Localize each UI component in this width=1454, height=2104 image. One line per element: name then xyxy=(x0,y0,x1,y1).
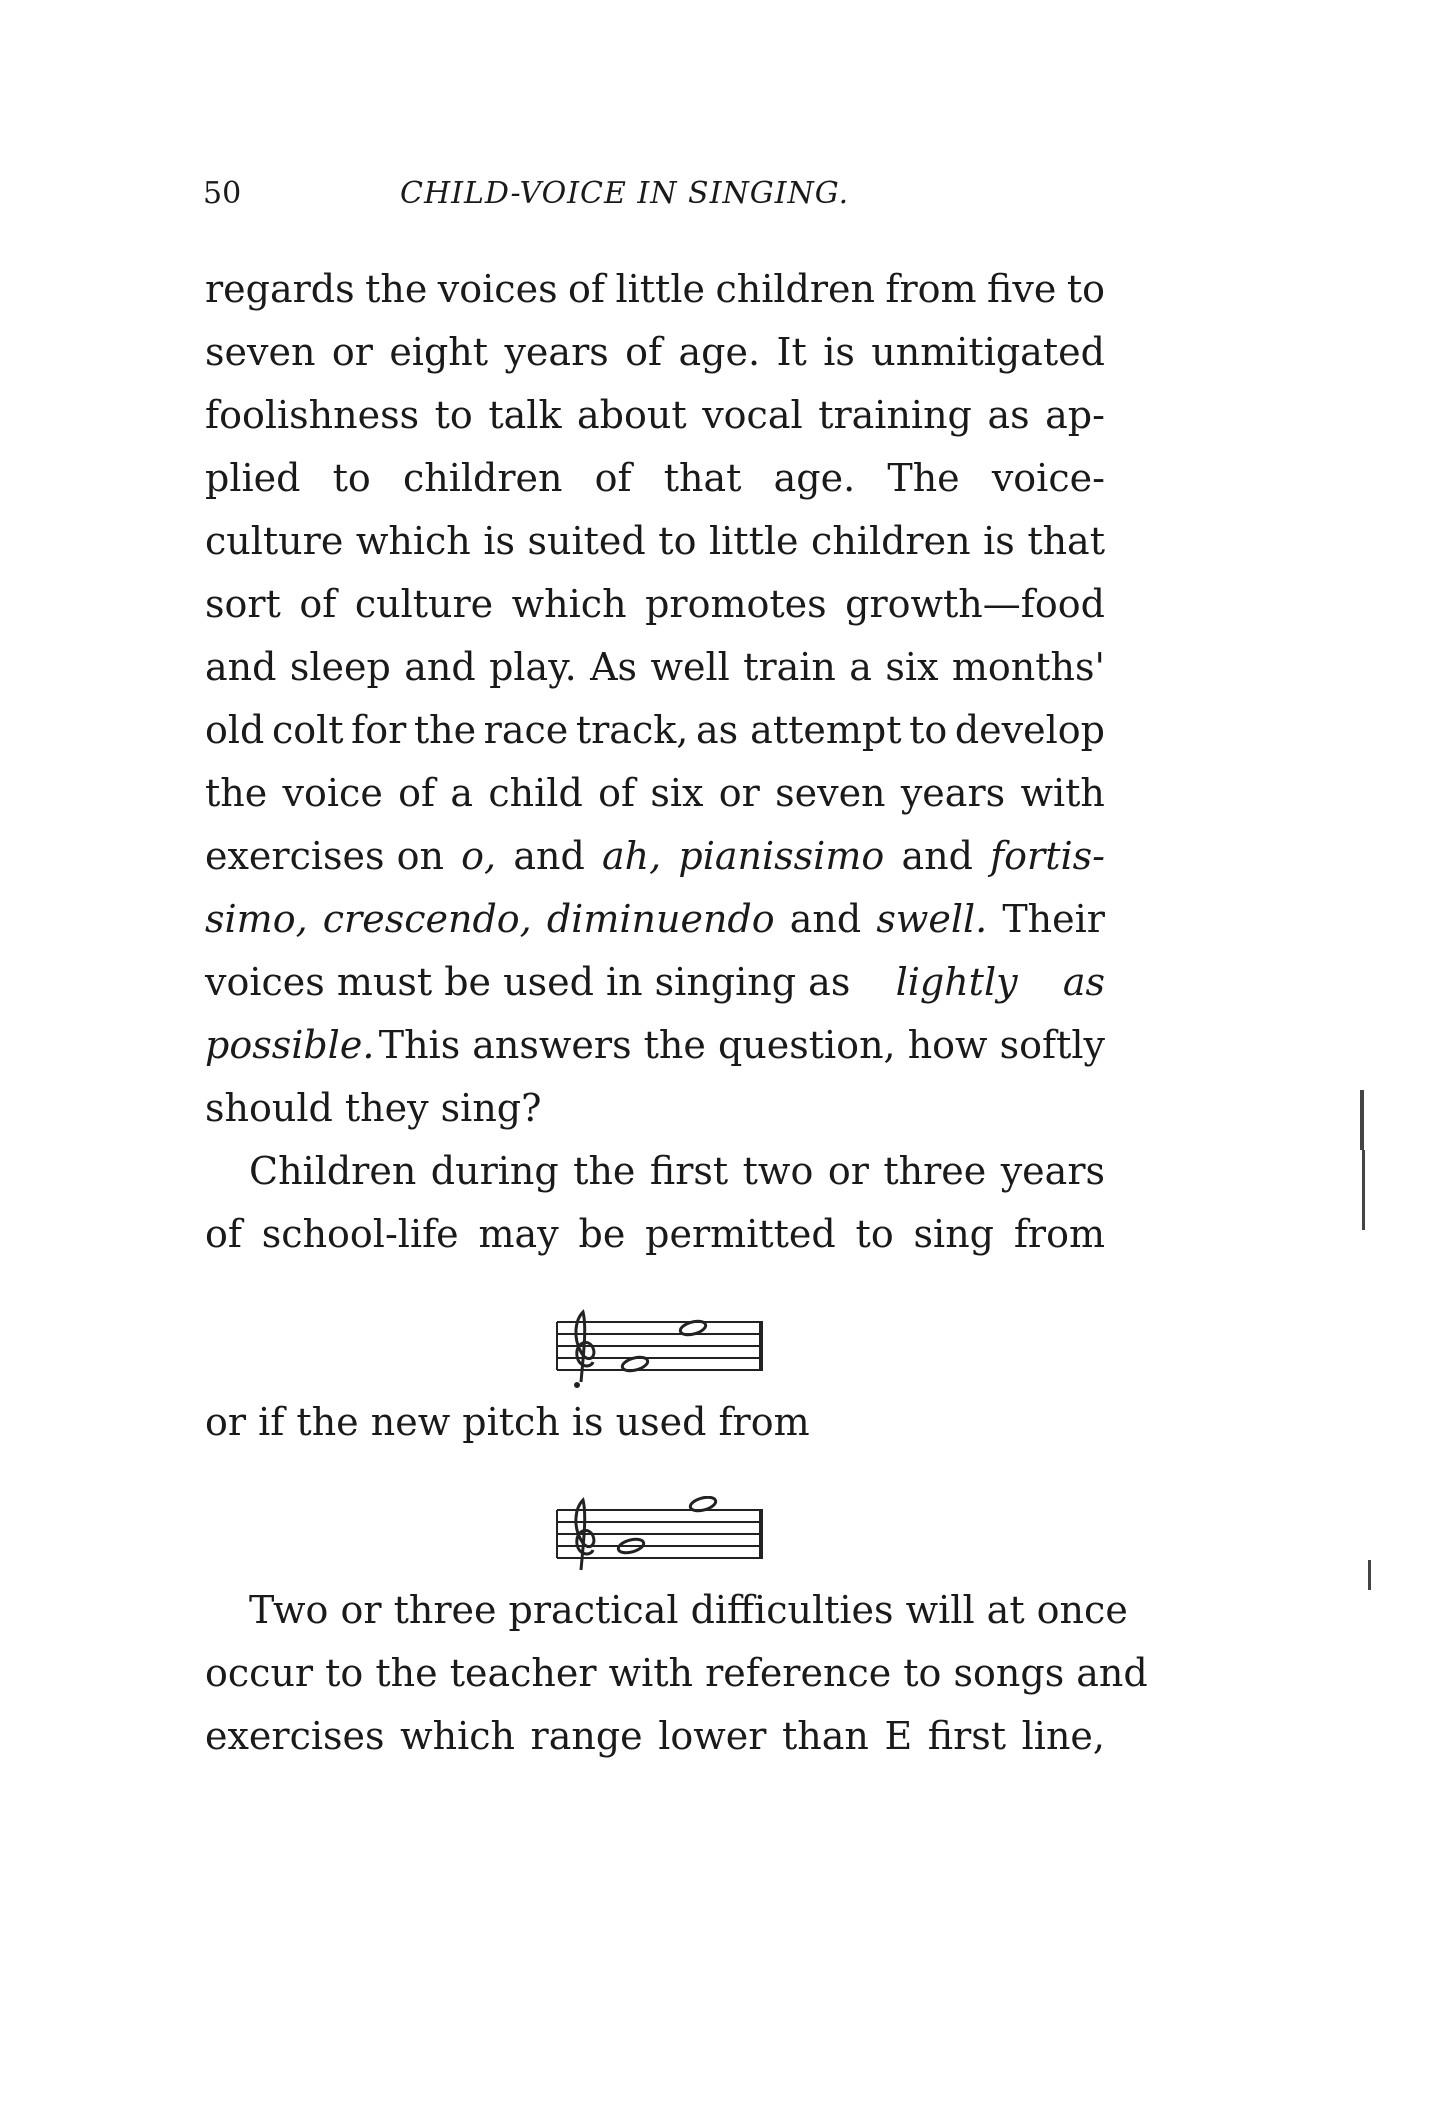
word: sleep xyxy=(289,645,391,689)
word: suited xyxy=(527,519,646,563)
word: for xyxy=(351,708,407,752)
word: of xyxy=(568,267,605,311)
word: play. xyxy=(489,645,577,689)
word: child xyxy=(488,771,583,815)
word: and xyxy=(205,645,277,689)
music-staff-range-2 xyxy=(553,1496,768,1576)
running-title: CHILD-VOICE IN SINGING. xyxy=(400,176,850,211)
word: sort xyxy=(205,582,281,626)
word: regards xyxy=(205,267,355,311)
word: of xyxy=(398,771,436,815)
word: eight xyxy=(389,330,489,374)
word: of xyxy=(594,456,632,500)
word: culture xyxy=(354,582,494,626)
word: is xyxy=(823,330,855,374)
word: of xyxy=(299,582,337,626)
word: plied xyxy=(205,456,301,500)
text-line xyxy=(205,384,1105,447)
word: children xyxy=(715,267,875,311)
word: race xyxy=(483,708,569,752)
text-line: or if the new pitch is used from xyxy=(205,1400,810,1444)
word: little xyxy=(615,267,705,311)
word: seven xyxy=(205,330,316,374)
word: It xyxy=(776,330,807,374)
word: growth—food xyxy=(845,582,1105,626)
word: foolishness xyxy=(205,393,420,437)
word: six xyxy=(650,771,704,815)
word: about xyxy=(577,393,687,437)
word: to xyxy=(909,708,948,752)
word: voice xyxy=(282,771,383,815)
word: that xyxy=(663,456,742,500)
word: train xyxy=(743,645,836,689)
word: children xyxy=(811,519,971,563)
word: months' xyxy=(951,645,1105,689)
text-line: of school-life may be permitted to sing from xyxy=(205,1212,1105,1256)
word: years xyxy=(504,330,609,374)
word: of xyxy=(598,771,636,815)
word: is xyxy=(483,519,515,563)
music-staff-range-1 xyxy=(553,1308,768,1388)
word: five xyxy=(987,267,1057,311)
text-line: exercises on o, and ah, pianissimo and fortis- xyxy=(205,834,1105,878)
page-number: 50 xyxy=(203,176,242,211)
word: as xyxy=(987,393,1030,437)
word: to xyxy=(658,519,697,563)
word: culture xyxy=(205,519,344,563)
word: training xyxy=(818,393,972,437)
word: develop xyxy=(954,708,1105,752)
scan-artifact xyxy=(1368,1560,1371,1590)
paragraph-1 xyxy=(205,258,1105,825)
text-line xyxy=(205,258,1105,321)
word: which xyxy=(355,519,471,563)
scan-artifact xyxy=(1362,1150,1365,1230)
word: unmitigated xyxy=(871,330,1105,374)
text-line: exercises which range lower than E first line, xyxy=(205,1714,1105,1758)
word: a xyxy=(450,771,474,815)
text-line xyxy=(205,699,1105,762)
word: the xyxy=(413,708,477,752)
word: a xyxy=(849,645,872,689)
word: as attempt xyxy=(695,708,902,752)
text-line xyxy=(205,636,1105,699)
text-line xyxy=(205,573,1105,636)
text-line xyxy=(205,447,1105,510)
text-line: should they sing? xyxy=(205,1086,542,1130)
word: or xyxy=(331,330,373,374)
word: is xyxy=(983,519,1015,563)
word: of xyxy=(625,330,663,374)
word: to xyxy=(332,456,371,500)
word: little xyxy=(709,519,799,563)
word: promotes xyxy=(645,582,827,626)
word: the xyxy=(365,267,428,311)
word: colt xyxy=(271,708,344,752)
text-line: Children during the first two or three years xyxy=(249,1149,1105,1193)
text-line xyxy=(205,762,1105,825)
word: children xyxy=(402,456,563,500)
text-line: possible. This answers the question, how softly xyxy=(205,1023,1105,1067)
word: years xyxy=(900,771,1006,815)
text-line: occur to the teacher with reference to songs and xyxy=(205,1651,1148,1695)
word: voices xyxy=(437,267,558,311)
word: seven xyxy=(775,771,886,815)
word: age. xyxy=(678,330,761,374)
text-line: simo, crescendo, diminuendo and swell. Their xyxy=(205,897,1105,941)
word: As xyxy=(590,645,638,689)
word: The xyxy=(887,456,960,500)
word: from xyxy=(885,267,977,311)
word: track, xyxy=(575,708,689,752)
word: and xyxy=(404,645,476,689)
word: voice- xyxy=(991,456,1105,500)
word: six xyxy=(885,645,939,689)
word: with xyxy=(1020,771,1105,815)
scan-artifact xyxy=(1360,1090,1364,1150)
word: which xyxy=(511,582,627,626)
word: well xyxy=(650,645,730,689)
word: to xyxy=(1066,267,1105,311)
text-line xyxy=(205,510,1105,573)
word: the xyxy=(205,771,268,815)
text-line: Two or three practical difficulties will at once xyxy=(249,1588,1128,1632)
word: age. xyxy=(773,456,856,500)
word: to xyxy=(434,393,473,437)
word: vocal xyxy=(702,393,803,437)
word: that xyxy=(1027,519,1105,563)
text-line: voices must be used in singing as lightly as xyxy=(205,960,1105,1004)
text-line xyxy=(205,321,1105,384)
word: old xyxy=(205,708,265,752)
word: talk xyxy=(488,393,562,437)
word: or xyxy=(718,771,760,815)
word: ap- xyxy=(1045,393,1105,437)
